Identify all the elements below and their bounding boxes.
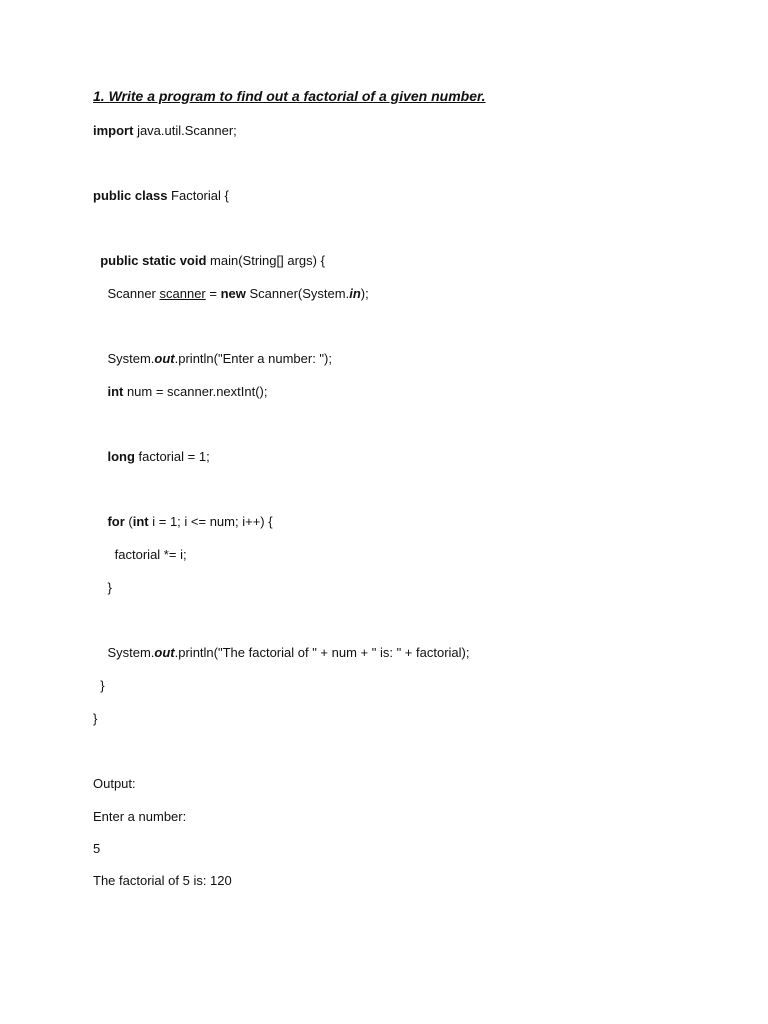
code-text: Scanner(System. <box>245 286 350 301</box>
code-field: out <box>154 351 175 366</box>
code-keyword: for <box>107 514 125 529</box>
code-line-class <box>93 187 229 204</box>
code-keyword: int <box>107 384 124 399</box>
code-line-print-result <box>93 644 469 661</box>
code-text: factorial = 1; <box>134 449 210 464</box>
code-keyword: new <box>220 286 246 301</box>
code-text: main(String[] args) { <box>206 253 325 268</box>
code-indent <box>93 514 107 529</box>
code-text: System. <box>107 351 155 366</box>
code-text: } <box>107 580 112 595</box>
code-text: num = scanner.nextInt(); <box>123 384 268 399</box>
code-text: .println("Enter a number: "); <box>174 351 332 366</box>
code-text: System. <box>107 645 155 660</box>
code-variable: scanner <box>159 286 206 301</box>
code-field: in <box>349 286 361 301</box>
code-line-init <box>93 448 210 465</box>
code-text: java.util.Scanner; <box>133 123 237 138</box>
code-line-main <box>93 252 325 269</box>
code-indent <box>93 449 107 464</box>
code-line-close-main <box>93 677 105 694</box>
output-prompt: Enter a number: <box>93 809 187 824</box>
code-text: .println("The factorial of " + num + " is: " + factorial); <box>174 645 470 660</box>
code-line-close-class <box>93 710 97 727</box>
code-text: factorial *= i; <box>114 547 187 562</box>
code-keyword: public class <box>93 188 168 203</box>
code-line-close-for <box>93 579 112 596</box>
code-keyword: int <box>132 514 149 529</box>
code-line-for <box>93 513 273 530</box>
code-text: } <box>100 678 105 693</box>
code-indent <box>93 645 107 660</box>
output-result: The factorial of 5 is: 120 <box>93 873 232 888</box>
code-keyword: long <box>107 449 135 464</box>
code-indent <box>93 384 107 399</box>
code-text: i = 1; i <= num; i++) { <box>148 514 273 529</box>
code-line-read <box>93 383 268 400</box>
code-keyword: public static void <box>100 253 207 268</box>
code-text: Scanner <box>107 286 160 301</box>
code-text: Factorial { <box>167 188 229 203</box>
code-indent <box>93 580 107 595</box>
code-text: ( <box>124 514 133 529</box>
code-text: ); <box>360 286 369 301</box>
code-indent <box>93 547 115 562</box>
code-line-prompt <box>93 350 332 367</box>
code-text: = <box>205 286 221 301</box>
code-text: } <box>93 711 98 726</box>
code-line-multiply <box>93 546 187 563</box>
output-label: Output: <box>93 776 136 791</box>
code-field: out <box>154 645 175 660</box>
code-keyword: import <box>93 123 134 138</box>
code-indent <box>93 351 107 366</box>
code-line-scanner <box>93 285 369 302</box>
page-title: 1. Write a program to find out a factorial of a given number. <box>93 88 486 104</box>
code-indent <box>93 286 107 301</box>
output-input: 5 <box>93 841 101 856</box>
code-line-import <box>93 122 237 139</box>
